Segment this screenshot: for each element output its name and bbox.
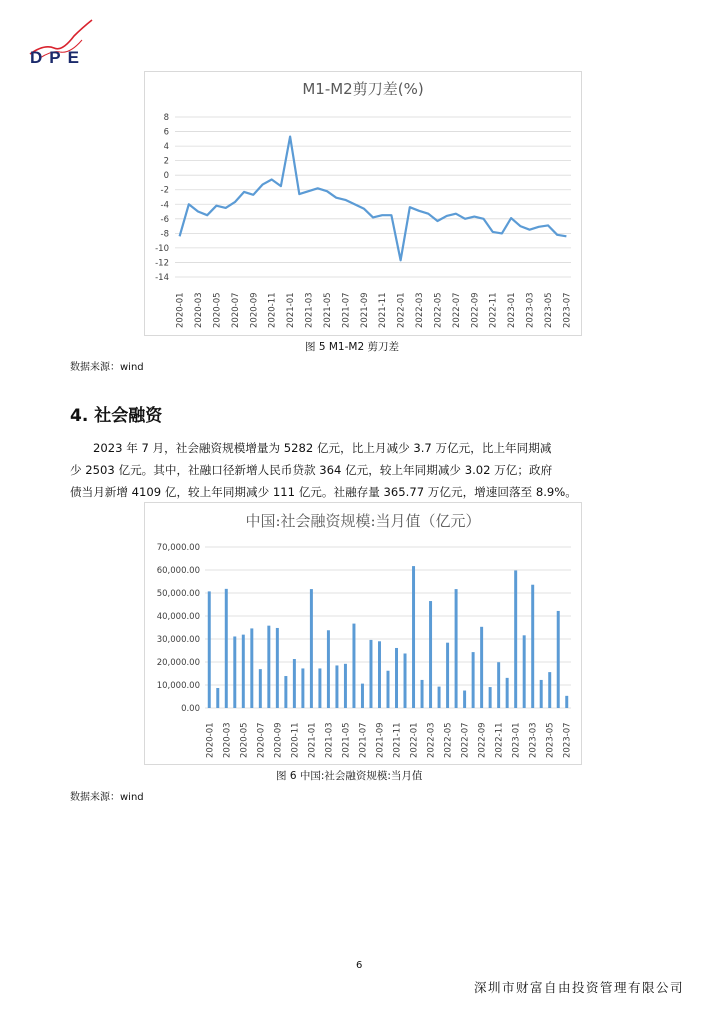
x-tick-label: 2022-09 <box>477 722 488 758</box>
paragraph-line-2: 少 2503 亿元。其中，社融口径新增人民币贷款 364 亿元，较上年同期减少 3.02 万亿；政府 <box>70 463 553 477</box>
x-tick-label: 2020-01 <box>175 292 186 328</box>
bar <box>506 678 509 708</box>
bar <box>276 628 279 708</box>
x-tick-label: 2021-01 <box>286 292 297 328</box>
x-tick-label: 2020-05 <box>239 722 250 758</box>
chart1-caption: 图 5 M1-M2 剪刀差 <box>305 341 399 353</box>
y-tick-label: 50,000.00 <box>156 589 200 599</box>
x-tick-label: 2023-07 <box>562 722 573 758</box>
y-tick-label: 30,000.00 <box>156 635 200 645</box>
x-tick-label: 2022-05 <box>433 292 444 328</box>
bar <box>523 635 526 708</box>
y-tick-label: 20,000.00 <box>156 658 200 668</box>
bar <box>412 566 415 708</box>
x-tick-label: 2021-11 <box>392 722 403 758</box>
x-tick-label: 2021-09 <box>375 722 386 758</box>
bar <box>335 665 338 708</box>
y-tick-label: 0 <box>163 171 169 182</box>
bar <box>301 668 304 708</box>
bar <box>387 671 390 708</box>
bar <box>259 669 262 708</box>
x-tick-label: 2020-07 <box>230 292 241 328</box>
bar <box>489 687 492 708</box>
bar <box>514 570 517 708</box>
paragraph-line-1: 2023 年 7 月，社会融资规模增量为 5282 亿元，比上月减少 3.7 万亿元，比上年同期减 <box>93 441 552 455</box>
chart1-source: 数据来源：wind <box>70 362 144 373</box>
bar <box>284 676 287 708</box>
footer-company-name: 深圳市财富自由投资管理有限公司 <box>473 980 684 995</box>
m1-m2-line-chart <box>144 71 582 336</box>
y-tick-label: -6 <box>160 214 169 225</box>
page-number: 6 <box>356 960 363 971</box>
bar <box>540 680 543 708</box>
y-tick-label: 8 <box>163 113 169 123</box>
bar <box>455 589 458 708</box>
x-tick-label: 2022-09 <box>470 292 481 328</box>
bar <box>472 652 475 708</box>
bar <box>216 688 219 708</box>
x-tick-label: 2021-07 <box>358 722 369 758</box>
x-tick-label: 2023-03 <box>528 722 539 758</box>
y-tick-label: 0.00 <box>181 704 200 714</box>
chart2-caption: 图 6 中国:社会融资规模:当月值 <box>276 770 423 782</box>
m1-m2-series-line <box>180 137 567 261</box>
y-tick-label: 40,000.00 <box>156 612 200 622</box>
bar <box>318 668 321 708</box>
bar <box>421 680 424 708</box>
bar <box>395 648 398 708</box>
x-tick-label: 2021-05 <box>322 292 333 328</box>
bar <box>438 687 441 708</box>
x-tick-label: 2020-05 <box>212 292 223 328</box>
social-financing-bar-chart <box>144 502 582 765</box>
bar <box>233 636 236 708</box>
x-tick-label: 2023-05 <box>543 292 554 328</box>
x-tick-label: 2021-01 <box>307 722 318 758</box>
bar <box>352 624 355 708</box>
bar <box>404 653 407 708</box>
x-tick-label: 2021-09 <box>359 292 370 328</box>
y-tick-label: 4 <box>163 142 169 153</box>
social-financing-chart-svg <box>145 503 581 764</box>
x-tick-label: 2020-07 <box>256 722 267 758</box>
y-tick-label: 60,000.00 <box>156 566 200 576</box>
x-tick-label: 2022-01 <box>396 292 407 328</box>
x-tick-label: 2022-05 <box>443 722 454 758</box>
x-tick-label: 2020-01 <box>205 722 216 758</box>
x-tick-label: 2023-01 <box>511 722 522 758</box>
bar <box>344 664 347 708</box>
x-tick-label: 2023-03 <box>525 292 536 328</box>
x-tick-label: 2022-11 <box>494 722 505 758</box>
x-tick-label: 2022-07 <box>460 722 471 758</box>
bar <box>497 662 500 708</box>
y-tick-label: -4 <box>160 200 169 211</box>
y-tick-label: -14 <box>155 273 169 283</box>
y-tick-label: -8 <box>160 229 169 240</box>
y-tick-label: -12 <box>155 258 169 269</box>
x-tick-label: 2023-05 <box>545 722 556 758</box>
bar <box>463 691 466 708</box>
x-tick-label: 2022-03 <box>426 722 437 758</box>
y-tick-label: 6 <box>163 127 169 138</box>
bar <box>361 684 364 708</box>
chart2-title: 中国:社会融资规模:当月值（亿元） <box>245 512 481 530</box>
paragraph-line-3: 债当月新增 4109 亿，较上年同期减少 111 亿元。社融存量 365.77 万亿元，增速回落至 8.9%。 <box>70 485 577 499</box>
x-tick-label: 2022-11 <box>488 292 499 328</box>
bar <box>565 696 568 708</box>
logo-text: DPE <box>30 48 86 67</box>
x-tick-label: 2023-01 <box>507 292 518 328</box>
x-tick-label: 2020-11 <box>267 292 278 328</box>
bar <box>548 672 551 708</box>
y-tick-label: 70,000.00 <box>156 543 200 553</box>
y-tick-label: 10,000.00 <box>156 681 200 691</box>
bar <box>369 640 372 708</box>
bar <box>242 635 245 708</box>
x-tick-label: 2021-11 <box>378 292 389 328</box>
y-tick-label: -10 <box>155 243 169 254</box>
chart1-title: M1-M2剪刀差(%) <box>302 80 424 98</box>
bar <box>250 628 253 708</box>
x-tick-label: 2020-03 <box>222 722 233 758</box>
m1-m2-chart-svg <box>145 72 581 335</box>
bar <box>378 641 381 708</box>
x-tick-label: 2020-11 <box>290 722 301 758</box>
x-tick-label: 2022-01 <box>409 722 420 758</box>
x-tick-label: 2021-03 <box>304 292 315 328</box>
x-tick-label: 2021-03 <box>324 722 335 758</box>
chart2-source: 数据来源：wind <box>70 792 144 803</box>
bar <box>531 585 534 708</box>
bar <box>208 591 211 708</box>
bar <box>327 630 330 708</box>
x-tick-label: 2021-07 <box>341 292 352 328</box>
x-tick-label: 2022-03 <box>415 292 426 328</box>
bar <box>267 626 270 708</box>
y-tick-label: 2 <box>163 156 169 167</box>
section-heading: 4. 社会融资 <box>70 406 163 426</box>
bar <box>310 589 313 708</box>
bar <box>557 611 560 708</box>
x-tick-label: 2020-09 <box>273 722 284 758</box>
bar <box>480 627 483 708</box>
bar <box>429 601 432 708</box>
bar <box>225 589 228 708</box>
y-tick-label: -2 <box>160 185 169 196</box>
bar <box>293 659 296 708</box>
x-tick-label: 2022-07 <box>451 292 462 328</box>
x-tick-label: 2023-07 <box>562 292 573 328</box>
x-tick-label: 2021-05 <box>341 722 352 758</box>
x-tick-label: 2020-03 <box>194 292 205 328</box>
bar <box>446 643 449 708</box>
x-tick-label: 2020-09 <box>249 292 260 328</box>
